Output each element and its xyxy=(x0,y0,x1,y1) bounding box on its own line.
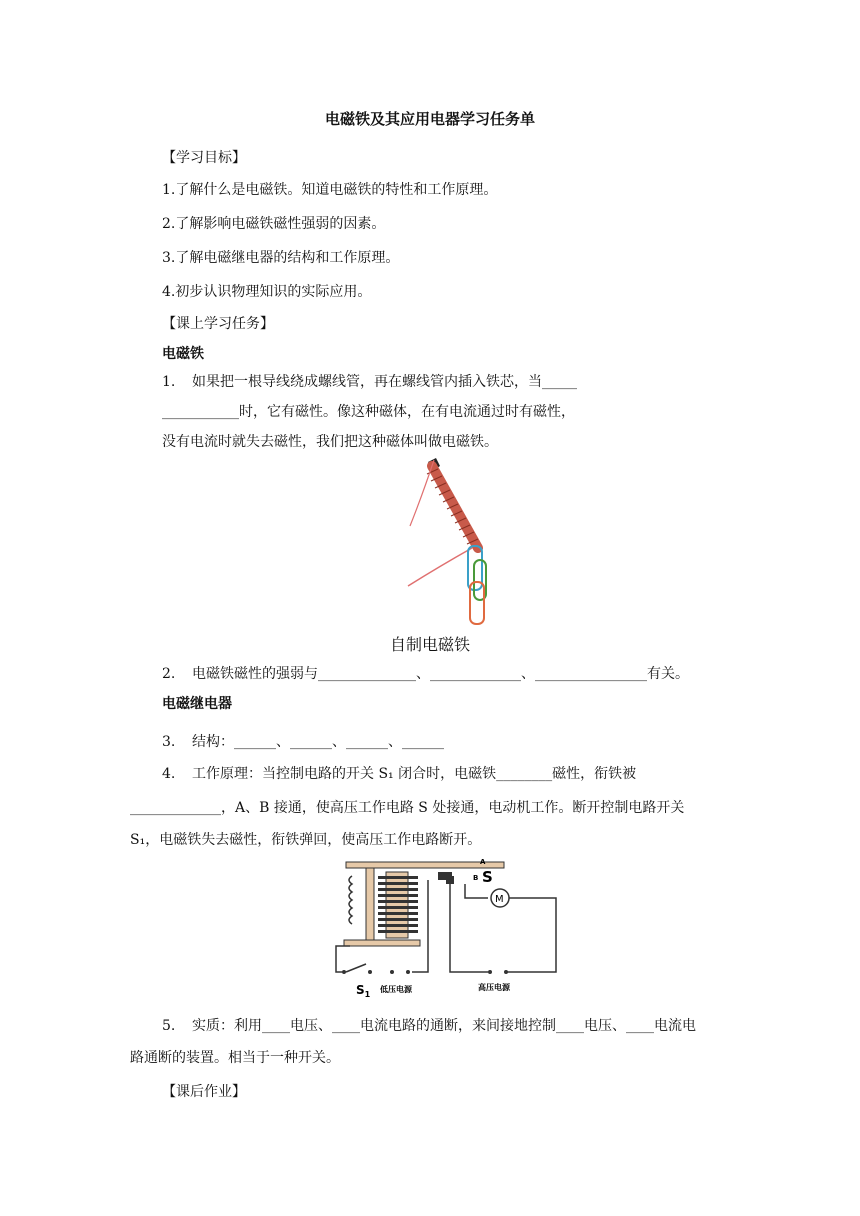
question-4-line-3: S₁，电磁铁失去磁性，衔铁弹回，使高压工作电路断开。 xyxy=(130,832,482,848)
goal-item-2: 2.了解影响电磁铁磁性强弱的因素。 xyxy=(162,216,386,232)
question-number: 4. xyxy=(162,766,176,782)
section-heading-tasks: 【课上学习任务】 xyxy=(162,316,274,332)
label-b: B xyxy=(473,874,479,882)
label-s: S xyxy=(482,868,493,886)
question-text: 结构：______、______、______、______ xyxy=(192,734,444,750)
question-4-line-1 xyxy=(162,764,636,784)
question-text: 工作原理：当控制电路的开关 S₁ 闭合时，电磁铁________磁性，衔铁被 xyxy=(192,766,637,782)
goal-item-1: 1.了解什么是电磁铁。知道电磁铁的特性和工作原理。 xyxy=(162,182,498,198)
question-3 xyxy=(162,732,444,752)
question-4-line-2: _____________，A、B 接通，使高压工作电路 S 处接通，电动机工作。断开控制电路开关 xyxy=(130,800,685,816)
label-high-power: 高压电源 xyxy=(478,983,510,992)
subheading-relay: 电磁继电器 xyxy=(162,696,232,712)
question-1-line-3: 没有电流时就失去磁性，我们把这种磁体叫做电磁铁。 xyxy=(162,434,498,450)
relay-circuit-figure xyxy=(328,856,560,998)
question-5-line-2: 路通断的装置。相当于一种开关。 xyxy=(130,1050,340,1066)
question-number: 3. xyxy=(162,734,176,750)
subheading-electromagnet: 电磁铁 xyxy=(162,346,204,362)
goal-item-3: 3.了解电磁继电器的结构和工作原理。 xyxy=(162,250,400,266)
question-number: 2. xyxy=(162,666,176,682)
label-m: M xyxy=(495,894,504,905)
question-1-line-1 xyxy=(162,372,577,392)
spring xyxy=(349,876,352,924)
section-heading-homework: 【课后作业】 xyxy=(162,1084,246,1100)
page-title: 电磁铁及其应用电器学习任务单 xyxy=(324,110,535,128)
question-1-line-2: ___________时，它有磁性。像这种磁体，在有电流通过时有磁性， xyxy=(162,404,575,420)
section-heading-goals: 【学习目标】 xyxy=(162,150,246,166)
question-number: 5. xyxy=(162,1018,176,1034)
label-low-power: 低压电源 xyxy=(380,985,412,994)
question-text: 如果把一根导线绕成螺线管，再在螺线管内插入铁芯，当_____ xyxy=(192,374,577,390)
question-text: 实质：利用____电压、____电流电路的通断，来间接地控制____电压、____电流电 xyxy=(192,1018,696,1034)
label-s1: $S_1$ xyxy=(356,983,371,998)
goal-item-4: 4.初步认识物理知识的实际应用。 xyxy=(162,284,372,300)
homemade-electromagnet-figure xyxy=(400,456,510,630)
question-text: 电磁铁磁性的强弱与______________、_____________、________________有关。 xyxy=(192,666,689,682)
question-2 xyxy=(162,664,689,684)
question-number: 1. xyxy=(162,374,176,390)
figure-1-caption: 自制电磁铁 xyxy=(389,635,470,654)
label-a: A xyxy=(480,858,486,866)
question-5-line-1 xyxy=(162,1016,696,1036)
